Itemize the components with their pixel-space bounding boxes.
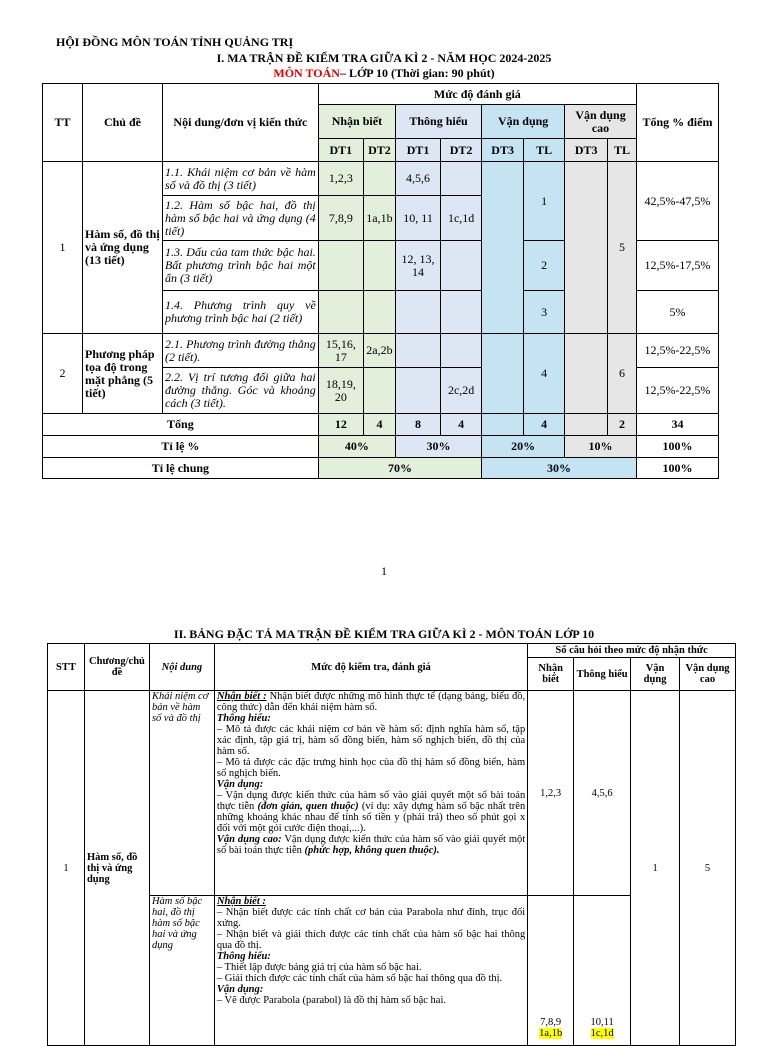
common-label: Tỉ lệ chung <box>43 458 319 479</box>
total-2-1: 12,5%-22,5% <box>636 334 718 368</box>
sub-vd-dt3: DT3 <box>482 139 524 162</box>
spec-header-level: Mức độ kiểm tra, đánh giá <box>214 644 527 691</box>
cell-1-2-nb1: 7,8,9 <box>318 196 363 241</box>
label-th-2: Thông hiểu: <box>216 951 271 962</box>
spec-col-vd: Vận dụng <box>631 658 680 691</box>
cell-t1-vd-dt3 <box>482 162 524 334</box>
spec-header-stt: STT <box>48 644 85 691</box>
spec-description-1 <box>214 691 527 896</box>
spec-nb-2 <box>528 896 574 1046</box>
cell-1-4-th2 <box>441 291 482 334</box>
common-b: 30% <box>482 458 637 479</box>
header-tt: TT <box>43 84 83 162</box>
sum-th1: 8 <box>396 414 441 436</box>
cell-1-2-th1: 10, 11 <box>396 196 441 241</box>
assessment-matrix-table <box>42 83 719 479</box>
cell-t1-vd-tl-a: 1 <box>524 162 565 241</box>
content-1-2: 1.2. Hàm số bậc hai, đồ thị hàm số bậc hai và ứng dụng (4 tiết) <box>162 196 318 241</box>
sum-label: Tổng <box>43 414 319 436</box>
topic2-no: 2 <box>43 334 83 414</box>
cell-t2-vdc-tl: 6 <box>608 334 637 414</box>
cell-1-2-th2: 1c,1d <box>441 196 482 241</box>
spec-stt: 1 <box>48 691 85 1046</box>
text-vdc-1b: (phức hợp, không quen thuộc). <box>304 845 440 856</box>
cell-1-3-th1: 12, 13, 14 <box>396 241 441 291</box>
total-1-c: 5% <box>636 291 718 334</box>
spec-description-2 <box>214 896 527 1046</box>
text-th-1a: – Mô tả được các khái niệm cơ bản về hàm số: định nghĩa hàm số, tập xác định, tập giá trị, hàm số đồng biến, hàm số nghịch biến, đồ thị của hàm số. <box>216 724 526 757</box>
cell-1-4-nb1 <box>318 291 363 334</box>
spec-header-content: Nội dung <box>149 644 214 691</box>
label-nb-2: Nhận biết : <box>216 896 266 907</box>
sub-th-dt1: DT1 <box>396 139 441 162</box>
ratio-th: 30% <box>396 436 482 458</box>
sum-total: 34 <box>636 414 718 436</box>
common-a: 70% <box>318 458 481 479</box>
level-understand: Thông hiểu <box>396 105 482 139</box>
total-2-2: 12,5%-22,5% <box>636 368 718 414</box>
content-2-2: 2.2. Vị trí tương đối giữa hai đường thẳng. Góc và khoảng cách (3 tiết). <box>162 368 318 414</box>
spec-th-2b: 1c,1d <box>590 1028 614 1039</box>
label-th-1: Thông hiểu: <box>216 713 271 724</box>
topic2-name: Phương pháp tọa độ trong mặt phẳng (5 tiết) <box>82 334 162 414</box>
cell-2-2-th1 <box>396 368 441 414</box>
content-1-3: 1.3. Dấu của tam thức bậc hai. Bất phương trình bậc hai một ẩn (3 tiết) <box>162 241 318 291</box>
spec-nb-1: 1,2,3 <box>528 691 574 896</box>
spec-th-2 <box>574 896 631 1046</box>
cell-1-4-th1 <box>396 291 441 334</box>
spec-vd: 1 <box>631 691 680 1046</box>
ratio-vdc: 10% <box>565 436 637 458</box>
spec-table <box>47 643 736 1046</box>
spec-header-chapter: Chương/chủ đề <box>84 644 149 691</box>
cell-1-3-th2 <box>441 241 482 291</box>
header-content: Nội dung/đơn vị kiến thức <box>162 84 318 162</box>
document-title: I. MA TRẬN ĐỀ KIỂM TRA GIỮA KÌ 2 - NĂM HỌC 2024-2025 <box>216 51 552 65</box>
sum-nb1: 12 <box>318 414 363 436</box>
ratio-nb: 40% <box>318 436 395 458</box>
spec-th-1: 4,5,6 <box>574 691 631 896</box>
spec-title: II. BẢNG ĐẶC TẢ MA TRẬN ĐỀ KIỂM TRA GIỮA KÌ 2 - MÔN TOÁN LỚP 10 <box>173 627 595 641</box>
level-recognize: Nhận biết <box>318 105 395 139</box>
content-1-1: 1.1. Khái niệm cơ bản về hàm số và đồ thị (3 tiết) <box>162 162 318 196</box>
topic1-name: Hàm số, đồ thị và ứng dụng (13 tiết) <box>82 162 162 334</box>
header-level: Mức độ đánh giá <box>318 84 636 105</box>
header-topic: Chủ đề <box>82 84 162 162</box>
spec-col-vdc: Vận dụng cao <box>680 658 736 691</box>
text-th-2b: – Giải thích được các tính chất của hàm số bậc hai thông qua đồ thị. <box>216 973 503 984</box>
cell-1-3-nb2 <box>363 241 395 291</box>
spec-vdc: 5 <box>680 691 736 1046</box>
spec-col-nb: Nhận biết <box>528 658 574 691</box>
content-2-1: 2.1. Phương trình đường thẳng (2 tiết). <box>162 334 318 368</box>
label-vd-1: Vận dụng: <box>216 779 264 790</box>
content-1-4: 1.4. Phương trình quy về phương trình bậc hai (2 tiết) <box>162 291 318 334</box>
cell-t2-vd-tl: 4 <box>524 334 565 414</box>
text-th-2a: – Thiết lập được bảng giá trị của hàm số bậc hai. <box>216 962 422 973</box>
text-nb-2a: – Nhận biết được các tính chất cơ bản của Parabola như đỉnh, trục đối xứng. <box>216 907 526 929</box>
sub-vd-tl: TL <box>524 139 565 162</box>
cell-1-1-th1: 4,5,6 <box>396 162 441 196</box>
cell-2-1-th2 <box>441 334 482 368</box>
page-number: 1 <box>381 564 387 578</box>
cell-1-1-nb2 <box>363 162 395 196</box>
text-th-1b: – Mô tả được các đặc trưng hình học của đồ thị hàm số đồng biến, hàm số nghịch biến. <box>216 757 526 779</box>
text-vdc-1a: Vận dụng được kiến thức của hàm số vào giải quyết một số bài toán thực tiễn <box>216 834 526 856</box>
sum-vdc-tl: 2 <box>608 414 637 436</box>
total-1-b: 12,5%-17,5% <box>636 241 718 291</box>
cell-2-1-th1 <box>396 334 441 368</box>
cell-1-1-th2 <box>441 162 482 196</box>
subject-subtitle: – LỚP 10 (Thời gian: 90 phút) <box>339 66 495 80</box>
ratio-label: Tỉ lệ % <box>43 436 319 458</box>
spec-nb-2b: 1a,1b <box>539 1028 563 1039</box>
spec-header-count: Số câu hỏi theo mức độ nhận thức <box>528 644 736 658</box>
sub-vdc-dt3: DT3 <box>565 139 608 162</box>
sub-nb-dt2: DT2 <box>363 139 395 162</box>
spec-content-2: Hàm số bậc hai, đồ thị hàm số bậc hai và ứng dụng <box>149 896 214 1046</box>
cell-t2-vd-dt3 <box>482 334 524 414</box>
cell-t1-vd-tl-c: 3 <box>524 291 565 334</box>
cell-1-2-nb2: 1a,1b <box>363 196 395 241</box>
level-apply-high: Vận dụng cao <box>565 105 637 139</box>
text-vd-2a: – Vẽ được Parabola (parabol) là đồ thị hàm số bậc hai. <box>216 995 447 1006</box>
cell-1-4-nb2 <box>363 291 395 334</box>
topic1-no: 1 <box>43 162 83 334</box>
label-vd-2: Vận dụng: <box>216 984 264 995</box>
cell-t1-vdc-dt3 <box>565 162 608 334</box>
total-1-a: 42,5%-47,5% <box>636 162 718 241</box>
label-nb-1: Nhận biết : <box>216 691 267 702</box>
text-vd-1c: (ví dụ: xây dựng hàm số bậc nhất trên những khoảng khác nhau để tính số tiền y (phải trả) theo số phút gọi x đối với một gói cước điện thoại,...). <box>216 801 526 834</box>
text-nb-1: Nhận biết được những mô hình thực tế (dạng bảng, biểu đồ, công thức) dẫn đến khái niệm hàm số. <box>216 691 526 713</box>
cell-1-1-nb1: 1,2,3 <box>318 162 363 196</box>
cell-2-1-nb2: 2a,2b <box>363 334 395 368</box>
header-total: Tổng % điểm <box>636 84 718 162</box>
cell-1-3-nb1 <box>318 241 363 291</box>
sub-nb-dt1: DT1 <box>318 139 363 162</box>
sub-th-dt2: DT2 <box>441 139 482 162</box>
text-vd-1b: (đơn giản, quen thuộc) <box>257 801 359 812</box>
spec-th-2a: 10,11 <box>590 1017 614 1028</box>
cell-2-2-nb1: 18,19, 20 <box>318 368 363 414</box>
cell-2-2-th2: 2c,2d <box>441 368 482 414</box>
cell-2-2-nb2 <box>363 368 395 414</box>
text-nb-2b: – Nhận biết và giải thích được các tính chất của hàm số bậc hai thông qua đồ thị. <box>216 929 526 951</box>
label-vdc-1: Vận dụng cao: <box>216 834 282 845</box>
text-vd-1a: – Vận dụng được kiến thức của hàm số vào giải quyết một số bài toán thực tiễn <box>216 790 526 812</box>
spec-chapter: Hàm số, đồ thị và ứng dụng <box>84 691 149 1046</box>
subject-line <box>0 66 768 81</box>
sum-nb2: 4 <box>363 414 395 436</box>
council-name: HỘI ĐỒNG MÔN TOÁN TỈNH QUẢNG TRỊ <box>56 35 294 49</box>
spec-nb-2a: 7,8,9 <box>540 1017 562 1028</box>
spec-content-1: Khái niệm cơ bản về hàm số và đồ thị <box>149 691 214 896</box>
ratio-vd: 20% <box>482 436 565 458</box>
ratio-total: 100% <box>636 436 718 458</box>
spec-col-th: Thông hiểu <box>574 658 631 691</box>
common-total: 100% <box>636 458 718 479</box>
sum-th2: 4 <box>441 414 482 436</box>
sum-vd-dt3 <box>482 414 524 436</box>
cell-2-1-nb1: 15,16, 17 <box>318 334 363 368</box>
cell-t2-vdc-dt3 <box>565 334 608 414</box>
subject-name: MÔN TOÁN <box>273 66 340 80</box>
sub-vdc-tl: TL <box>608 139 637 162</box>
cell-t1-vdc-tl: 5 <box>608 162 637 334</box>
level-apply: Vận dụng <box>482 105 565 139</box>
sum-vd-tl: 4 <box>524 414 565 436</box>
cell-t1-vd-tl-b: 2 <box>524 241 565 291</box>
sum-vdc-dt3 <box>565 414 608 436</box>
